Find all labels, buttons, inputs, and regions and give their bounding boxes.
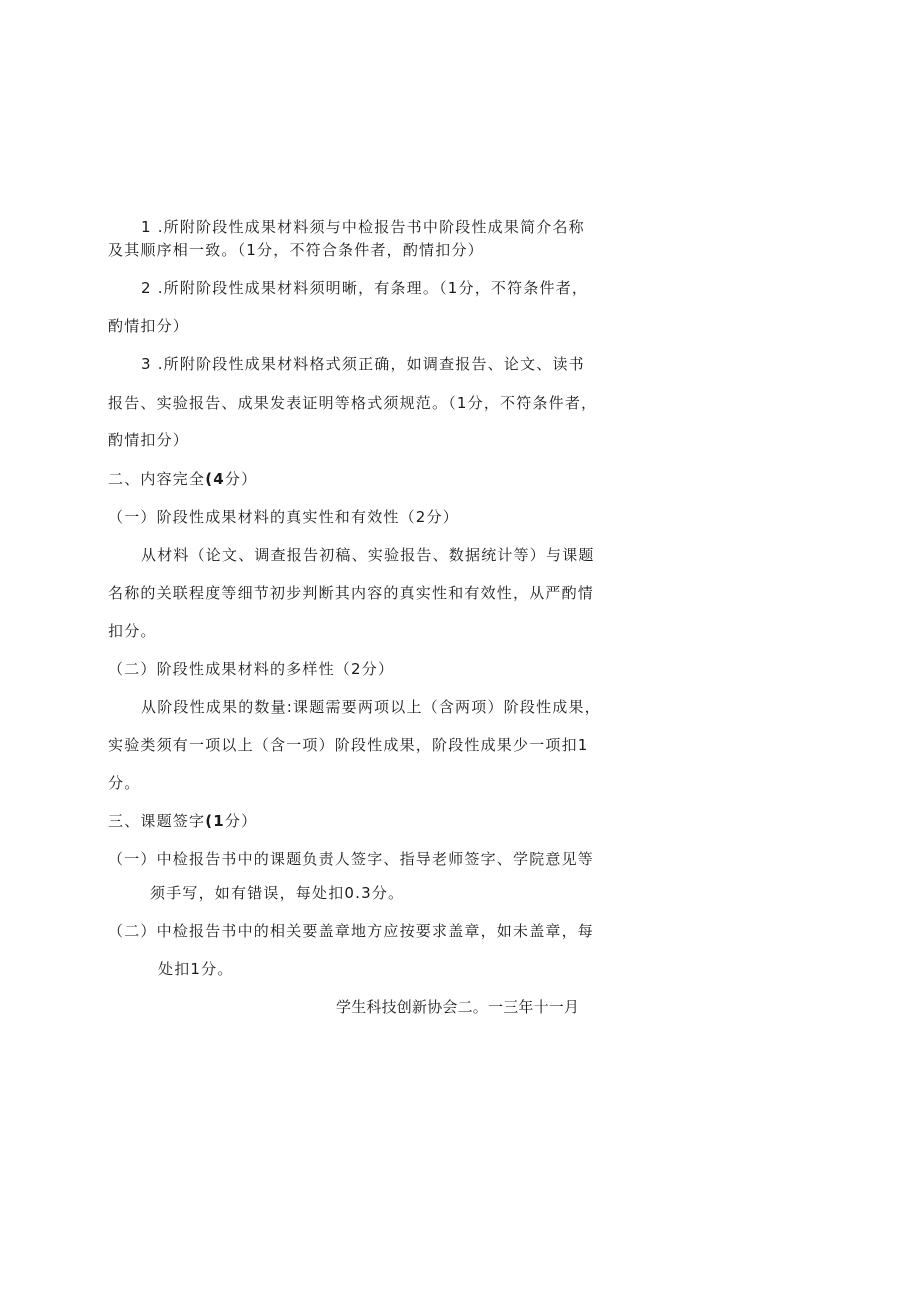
subsection-2-1-line-3: 扣分。 [108,622,157,640]
item-2-line-2: 酌情扣分） [108,317,190,335]
section-3-title-suffix: 分） [224,812,258,830]
subsection-2-2-line-2: 实验类须有一项以上（含一项）阶段性成果，阶段性成果少一项扣1 [108,736,589,754]
section-2-title [108,469,257,489]
item-3-line-1: 3 .所附阶段性成果材料格式须正确，如调查报告、论文、读书 [141,355,585,373]
subsection-3-1-line-1: （一）中检报告书中的课题负责人签字、指导老师签字、学院意见等 [108,850,595,868]
section-3-title-num: 1 [213,812,225,830]
signature-line: 学生科技创新协会二。一三年十一月 [336,998,580,1016]
item-3-line-3: 酌情扣分） [108,431,190,449]
section-3-title-prefix: 三、课题签字 [108,812,206,830]
item-2-line-1: 2 .所附阶段性成果材料须明晰，有条理。（1分，不符条件者， [141,279,589,297]
section-2-title-open: ( [205,470,214,488]
subsection-3-2-line-2: 处扣1分。 [158,960,234,978]
subsection-2-1-title: （一）阶段性成果材料的真实性和有效性（2分） [108,508,459,526]
section-2-title-suffix: 分） [224,470,258,488]
section-2-title-num: 4 [213,470,225,488]
subsection-2-1-line-1: 从材料（论文、调查报告初稿、实验报告、数据统计等）与课题 [141,546,595,564]
subsection-2-2-line-3: 分。 [108,774,141,792]
subsection-2-1-line-2: 名称的关联程度等细节初步判断其内容的真实性和有效性，从严酌情 [108,584,595,602]
item-1-line-1: 1 .所附阶段性成果材料须与中检报告书中阶段性成果简介名称 [141,218,585,236]
section-2-title-prefix: 二、内容完全 [108,470,206,488]
item-3-line-2: 报告、实验报告、成果发表证明等格式须规范。（1分，不符条件者， [108,394,598,412]
item-1-line-2: 及其顺序相一致。（1分，不符合条件者，酌情扣分） [108,241,484,259]
subsection-2-2-line-1: 从阶段性成果的数量:课题需要两项以上（含两项）阶段性成果， [141,698,601,716]
subsection-3-1-line-2: 须手写，如有错误，每处扣0.3分。 [150,884,405,902]
section-3-title-open: ( [205,812,214,830]
section-3-title [108,811,257,831]
subsection-2-2-title: （二）阶段性成果材料的多样性（2分） [108,660,395,678]
subsection-3-2-line-1: （二）中检报告书中的相关要盖章地方应按要求盖章，如未盖章，每 [108,922,595,940]
